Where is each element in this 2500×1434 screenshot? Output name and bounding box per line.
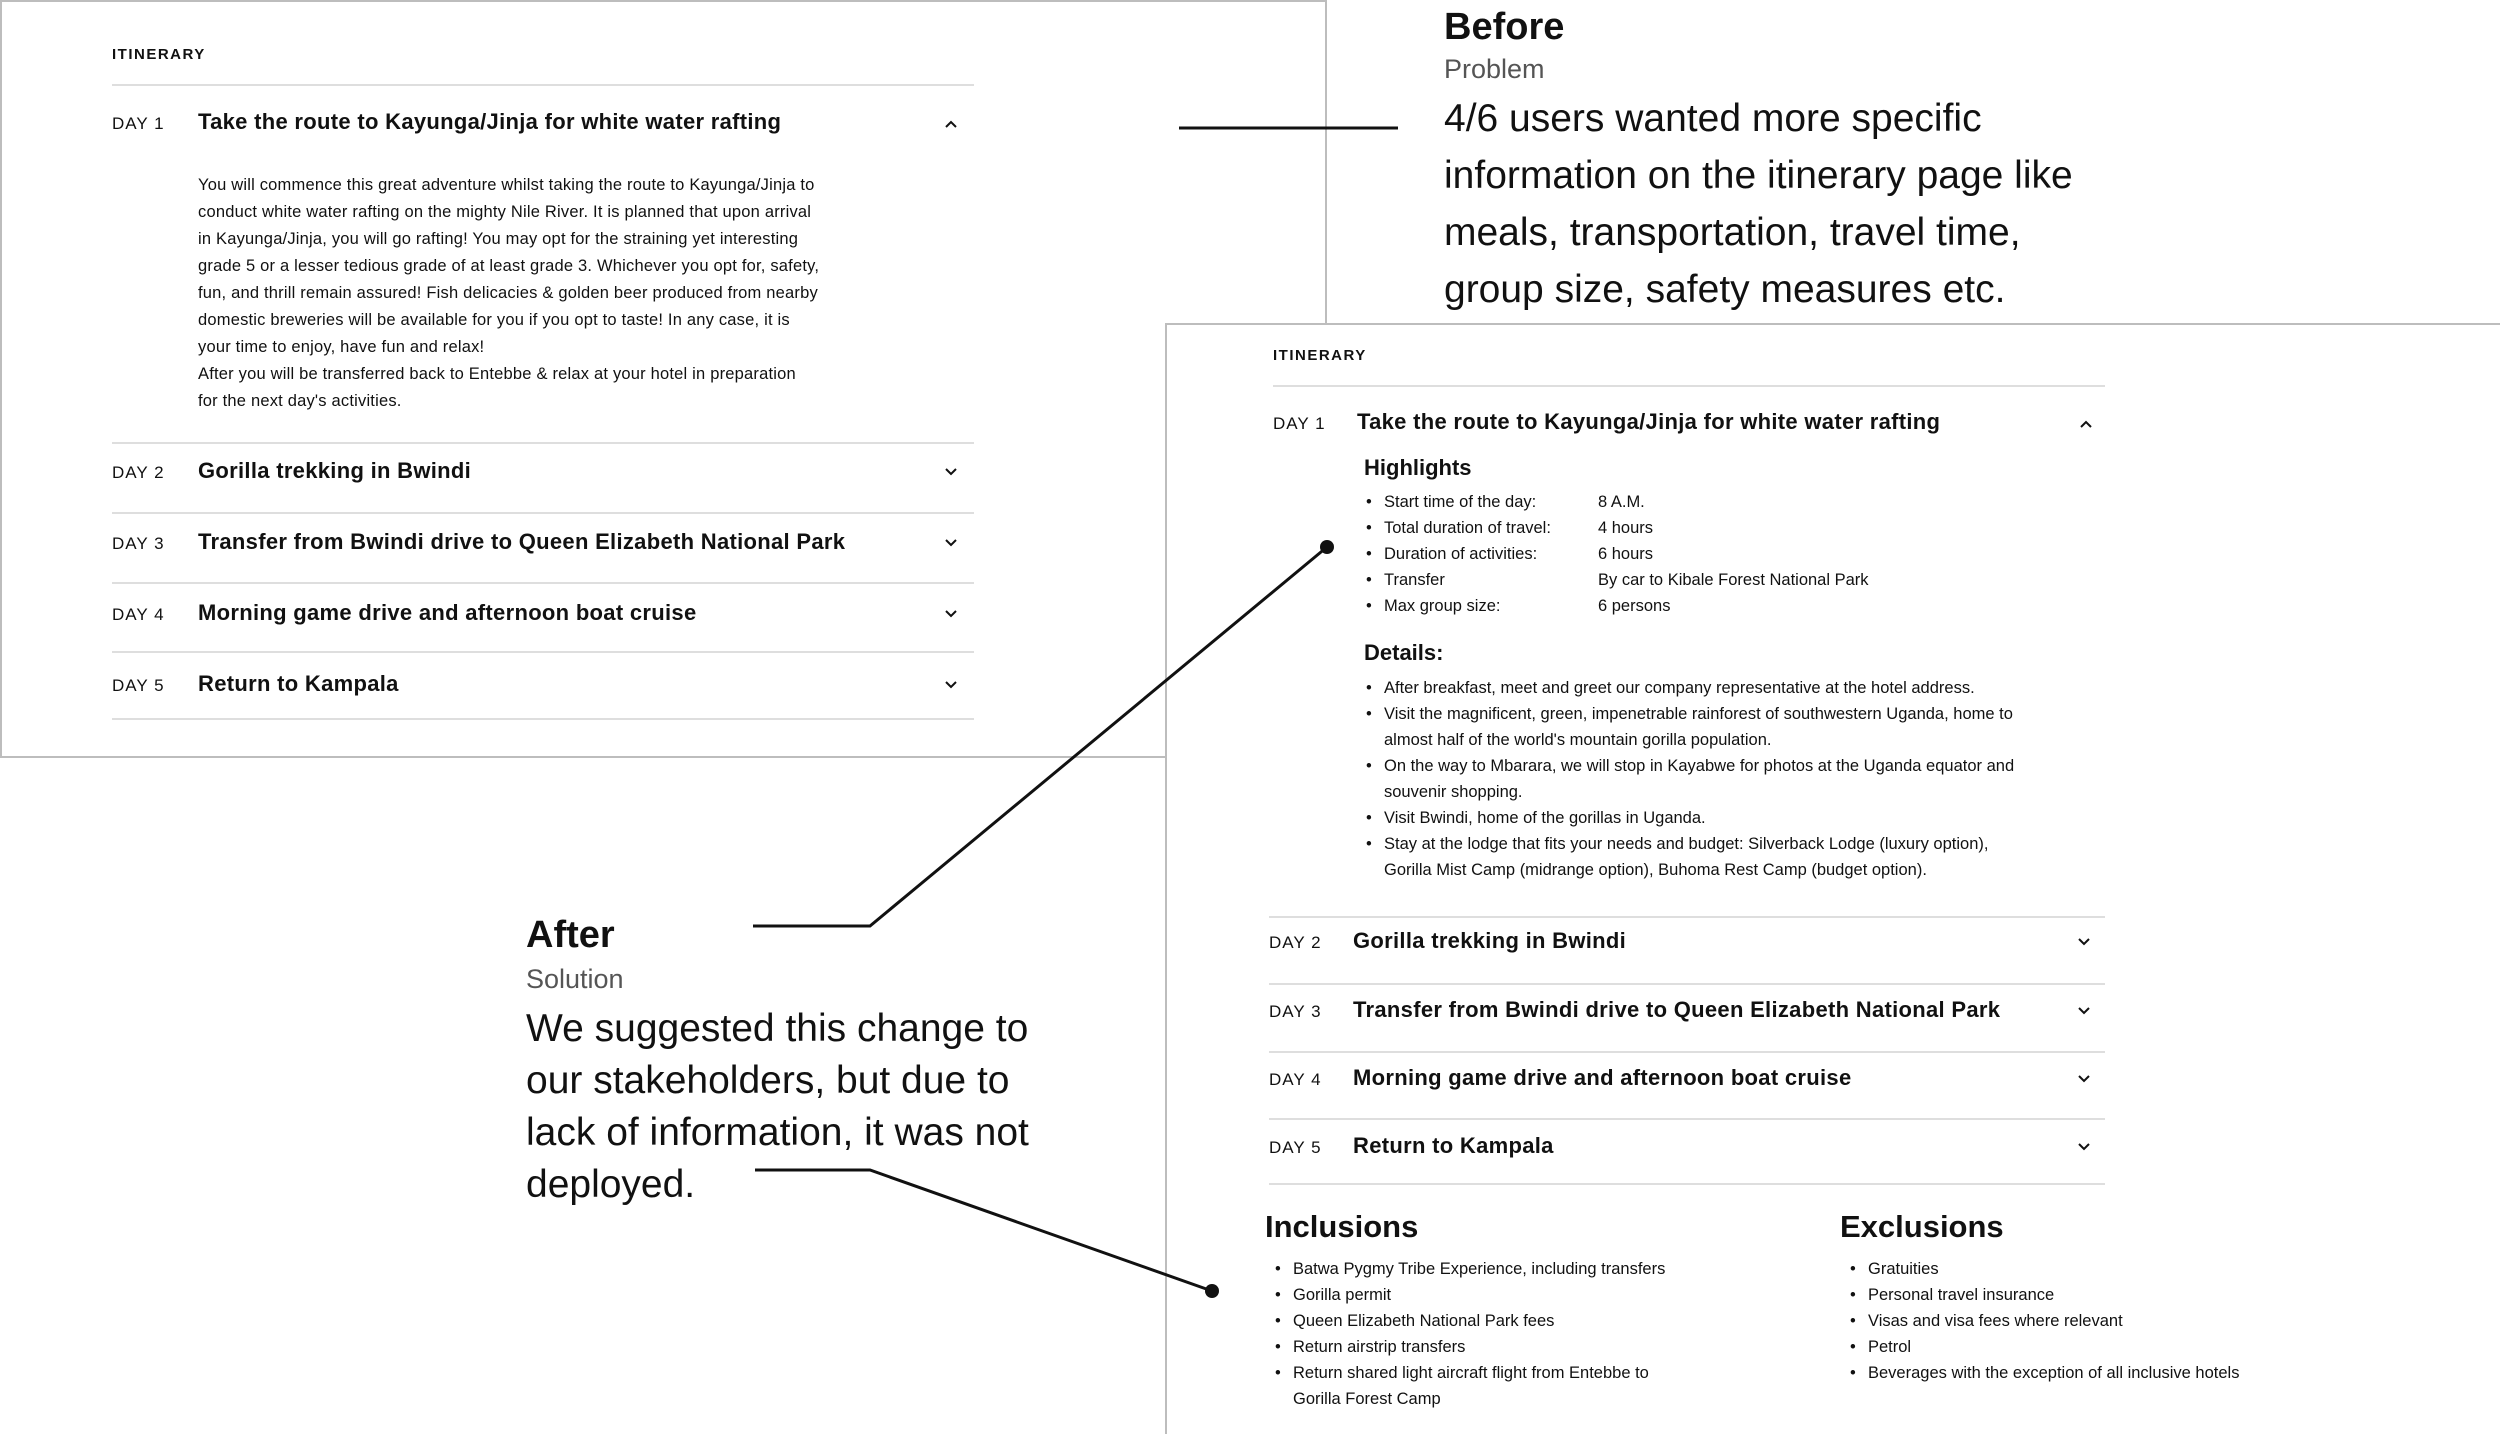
- highlight-key: Transfer: [1384, 571, 1445, 589]
- details-heading: Details:: [1364, 640, 1444, 665]
- highlight-value: By car to Kibale Forest National Park: [1598, 571, 1869, 589]
- after-annotation-subheading: Solution: [526, 964, 624, 994]
- description-line: in Kayunga/Jinja, you will go rafting! You may opt for the straining yet interesting: [198, 230, 799, 248]
- day-title: Morning game drive and afternoon boat cruise: [198, 600, 697, 625]
- exclusion-line: Personal travel insurance: [1868, 1286, 2055, 1304]
- inclusions-heading: Inclusions: [1265, 1209, 1419, 1244]
- annotation-line: group size, safety measures etc.: [1444, 268, 2006, 311]
- highlight-key: Max group size:: [1384, 597, 1501, 615]
- annotation-line: meals, transportation, travel time,: [1444, 211, 2021, 254]
- day-title: Transfer from Bwindi drive to Queen Elizabeth National Park: [198, 529, 846, 554]
- day-number: DAY 1: [112, 114, 165, 133]
- day-title: Take the route to Kayunga/Jinja for white water rafting: [1357, 409, 1941, 434]
- description-line: grade 5 or a lesser tedious grade of at least grade 3. Whichever you opt for, safety,: [198, 257, 820, 275]
- annotation-line: information on the itinerary page like: [1444, 154, 2073, 197]
- highlight-key: Duration of activities:: [1384, 545, 1538, 563]
- annotation-line: deployed.: [526, 1163, 696, 1206]
- day-number: DAY 5: [1269, 1138, 1322, 1157]
- inclusion-line: Gorilla Forest Camp: [1293, 1390, 1441, 1408]
- day-title: Gorilla trekking in Bwindi: [1353, 928, 1627, 953]
- description-line: You will commence this great adventure whilst taking the route to Kayunga/Jinja to: [198, 176, 815, 194]
- day-number: DAY 1: [1273, 414, 1326, 433]
- highlight-key: Total duration of travel:: [1384, 519, 1551, 537]
- after-annotation-heading: After: [526, 914, 615, 956]
- exclusion-line: Beverages with the exception of all inclusive hotels: [1868, 1364, 2240, 1382]
- inclusion-line: Batwa Pygmy Tribe Experience, including transfers: [1293, 1260, 1666, 1278]
- annotation-line: 4/6 users wanted more specific: [1444, 97, 1982, 140]
- detail-line: Visit Bwindi, home of the gorillas in Uganda.: [1384, 809, 1706, 827]
- detail-line: On the way to Mbarara, we will stop in Kayabwe for photos at the Uganda equator and: [1384, 757, 2015, 775]
- day-number: DAY 3: [112, 534, 165, 553]
- before-annotation-heading: Before: [1444, 6, 1565, 48]
- connector-dot: [1205, 1284, 1219, 1298]
- detail-line: souvenir shopping.: [1384, 783, 1523, 801]
- itinerary-label: ITINERARY: [1273, 347, 1367, 364]
- detail-line: After breakfast, meet and greet our company representative at the hotel address.: [1384, 679, 1975, 697]
- day-title: Return to Kampala: [1353, 1133, 1554, 1158]
- description-line: your time to enjoy, have fun and relax!: [198, 338, 485, 356]
- detail-line: almost half of the world's mountain gorilla population.: [1384, 731, 1772, 749]
- annotation-line: lack of information, it was not: [526, 1111, 1029, 1154]
- highlight-value: 4 hours: [1598, 519, 1654, 537]
- before-annotation-subheading: Problem: [1444, 54, 1545, 84]
- description-line: fun, and thrill remain assured! Fish delicacies & golden beer produced from nearby: [198, 284, 818, 302]
- day-title: Take the route to Kayunga/Jinja for white water rafting: [198, 109, 782, 134]
- exclusion-line: Visas and visa fees where relevant: [1868, 1312, 2123, 1330]
- day-title: Return to Kampala: [198, 671, 399, 696]
- day-title: Gorilla trekking in Bwindi: [198, 458, 472, 483]
- connector-dot: [1320, 540, 1334, 554]
- inclusion-line: Return shared light aircraft flight from Entebbe to: [1293, 1364, 1649, 1382]
- day-number: DAY 2: [1269, 933, 1322, 952]
- detail-line: Stay at the lodge that fits your needs and budget: Silverback Lodge (luxury option),: [1384, 835, 1989, 853]
- detail-line: Gorilla Mist Camp (midrange option), Buhoma Rest Camp (budget option).: [1384, 861, 1927, 879]
- day-number: DAY 4: [1269, 1070, 1322, 1089]
- day-title: Transfer from Bwindi drive to Queen Elizabeth National Park: [1353, 997, 2001, 1022]
- detail-line: Visit the magnificent, green, impenetrable rainforest of southwestern Uganda, home to: [1384, 705, 2013, 723]
- day-title: Morning game drive and afternoon boat cruise: [1353, 1065, 1852, 1090]
- inclusion-line: Gorilla permit: [1293, 1286, 1392, 1304]
- highlights-heading: Highlights: [1364, 455, 1472, 480]
- inclusion-line: Queen Elizabeth National Park fees: [1293, 1312, 1555, 1330]
- exclusion-line: Gratuities: [1868, 1260, 1939, 1278]
- highlight-key: Start time of the day:: [1384, 493, 1537, 511]
- highlight-value: 6 persons: [1598, 597, 1671, 615]
- exclusion-line: Petrol: [1868, 1338, 1912, 1356]
- description-line: conduct white water rafting on the mighty Nile River. It is planned that upon arrival: [198, 203, 812, 221]
- after-connector-line-inclusions: [755, 1170, 1212, 1291]
- itinerary-label: ITINERARY: [112, 46, 206, 63]
- annotation-line: We suggested this change to: [526, 1007, 1029, 1050]
- day-number: DAY 2: [112, 463, 165, 482]
- day-number: DAY 4: [112, 605, 165, 624]
- description-line: After you will be transferred back to Entebbe & relax at your hotel in preparation: [198, 365, 796, 383]
- description-line: domestic breweries will be available for you if you opt to taste! In any case, it is: [198, 311, 790, 329]
- annotation-line: our stakeholders, but due to: [526, 1059, 1010, 1102]
- highlight-value: 8 A.M.: [1598, 493, 1645, 511]
- day-number: DAY 5: [112, 676, 165, 695]
- exclusions-heading: Exclusions: [1840, 1209, 2004, 1244]
- day-number: DAY 3: [1269, 1002, 1322, 1021]
- after-connector-line-highlights: [753, 547, 1327, 926]
- description-line: for the next day's activities.: [198, 392, 402, 410]
- inclusion-line: Return airstrip transfers: [1293, 1338, 1466, 1356]
- highlight-value: 6 hours: [1598, 545, 1654, 563]
